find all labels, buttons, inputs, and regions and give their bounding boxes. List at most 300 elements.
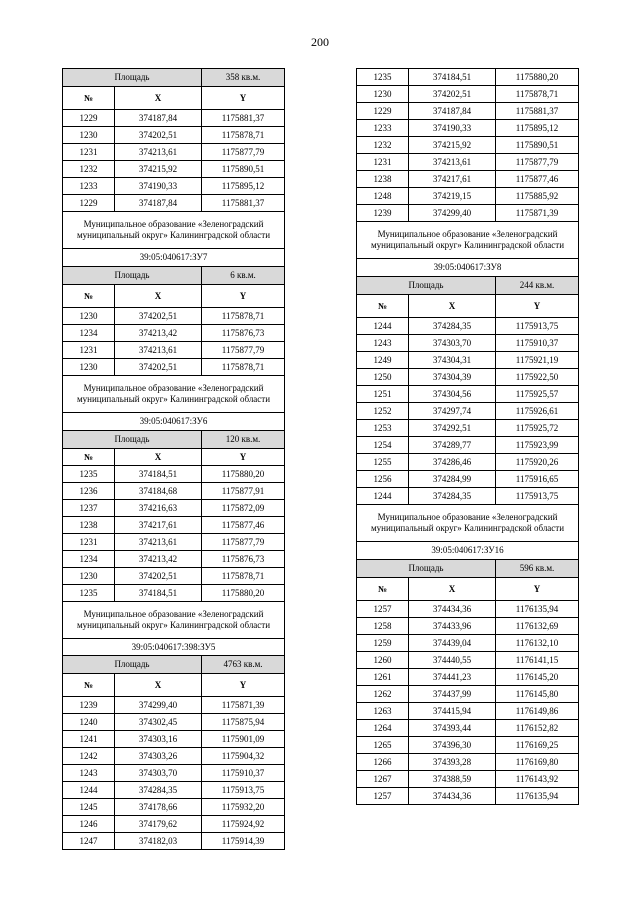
- header-num: №: [63, 285, 115, 307]
- coord-x: 374202,51: [115, 359, 202, 375]
- coord-y: 1176143,92: [496, 771, 579, 787]
- point-number: 1252: [357, 403, 409, 419]
- table-row: [357, 188, 579, 205]
- table-row: [357, 137, 579, 154]
- point-number: 1249: [357, 352, 409, 368]
- table-row: [63, 195, 285, 212]
- point-number: 1244: [63, 782, 115, 798]
- table-row: [357, 471, 579, 488]
- header-x: X: [409, 295, 496, 317]
- coord-x: 374303,70: [115, 765, 202, 781]
- coord-y: 1175885,92: [496, 188, 579, 204]
- cadastral-number: 39:05:040617:ЗУ16: [357, 542, 579, 559]
- coord-x: 374433,96: [409, 618, 496, 634]
- point-number: 1230: [63, 308, 115, 324]
- area-label: Площадь: [63, 69, 202, 86]
- rows-left-block3: [63, 466, 285, 602]
- point-number: 1243: [63, 765, 115, 781]
- cadastral-number: 39:05:040617:398:ЗУ5: [63, 639, 285, 655]
- table-row: [357, 437, 579, 454]
- coord-x: 374303,26: [115, 748, 202, 764]
- header-num: №: [63, 449, 115, 465]
- table-row: [63, 517, 285, 534]
- table-row: [63, 833, 285, 850]
- point-number: 1251: [357, 386, 409, 402]
- coord-y: 1175910,37: [202, 765, 285, 781]
- coord-x: 374439,04: [409, 635, 496, 651]
- coord-x: 374184,51: [409, 69, 496, 85]
- coord-y: 1175904,32: [202, 748, 285, 764]
- coord-x: 374434,36: [409, 601, 496, 617]
- point-number: 1229: [63, 110, 115, 126]
- coord-x: 374202,51: [409, 86, 496, 102]
- table-row: [63, 359, 285, 376]
- coord-x: 374284,35: [409, 318, 496, 334]
- coord-y: 1175878,71: [202, 359, 285, 375]
- coord-x: 374299,40: [115, 697, 202, 713]
- point-number: 1255: [357, 454, 409, 470]
- area-row: [63, 69, 285, 87]
- table-row: [63, 178, 285, 195]
- coord-x: 374292,51: [409, 420, 496, 436]
- header-num: №: [357, 578, 409, 600]
- coord-y: 1176169,80: [496, 754, 579, 770]
- table-row: [63, 161, 285, 178]
- header-x: X: [115, 285, 202, 307]
- coord-y: 1175880,20: [496, 69, 579, 85]
- coord-y: 1175913,75: [496, 318, 579, 334]
- coord-y: 1175878,71: [202, 127, 285, 143]
- column-header-row: [63, 449, 285, 466]
- point-number: 1229: [63, 195, 115, 211]
- point-number: 1257: [357, 788, 409, 804]
- municipality-name: Муниципальное образование «Зеленоградский муниципальный округ» Калининградской области: [357, 222, 579, 258]
- left-coordinates-table: [62, 68, 285, 850]
- coord-y: 1175914,39: [202, 833, 285, 849]
- table-row: [357, 205, 579, 222]
- coord-x: 374202,51: [115, 127, 202, 143]
- cadastral-row: [63, 639, 285, 656]
- table-row: [63, 466, 285, 483]
- coord-x: 374184,68: [115, 483, 202, 499]
- point-number: 1241: [63, 731, 115, 747]
- table-row: [357, 635, 579, 652]
- table-row: [357, 154, 579, 171]
- header-y: Y: [202, 285, 285, 307]
- cadastral-row: [63, 249, 285, 267]
- point-number: 1232: [357, 137, 409, 153]
- point-number: 1244: [357, 488, 409, 504]
- coord-x: 374284,35: [115, 782, 202, 798]
- header-x: X: [115, 87, 202, 109]
- header-x: X: [115, 449, 202, 465]
- coord-y: 1175921,19: [496, 352, 579, 368]
- municipality-name: Муниципальное образование «Зеленоградский муниципальный округ» Калининградской области: [63, 376, 285, 412]
- point-number: 1231: [357, 154, 409, 170]
- area-row: [63, 267, 285, 285]
- table-row: [357, 754, 579, 771]
- point-number: 1230: [63, 359, 115, 375]
- municipality-name: Муниципальное образование «Зеленоградский муниципальный округ» Калининградской области: [357, 505, 579, 541]
- coord-x: 374437,99: [409, 686, 496, 702]
- point-number: 1233: [63, 178, 115, 194]
- point-number: 1260: [357, 652, 409, 668]
- area-label: Площадь: [63, 267, 202, 284]
- point-number: 1244: [357, 318, 409, 334]
- table-row: [357, 369, 579, 386]
- coord-y: 1175880,20: [202, 466, 285, 482]
- coord-x: 374219,15: [409, 188, 496, 204]
- point-number: 1229: [357, 103, 409, 119]
- coord-y: 1176135,94: [496, 601, 579, 617]
- point-number: 1261: [357, 669, 409, 685]
- table-row: [357, 737, 579, 754]
- coord-y: 1175877,79: [202, 534, 285, 550]
- table-row: [357, 771, 579, 788]
- point-number: 1259: [357, 635, 409, 651]
- coord-x: 374434,36: [409, 788, 496, 804]
- municipality-row: [63, 602, 285, 639]
- table-row: [63, 714, 285, 731]
- point-number: 1230: [63, 127, 115, 143]
- point-number: 1263: [357, 703, 409, 719]
- coord-y: 1175877,46: [496, 171, 579, 187]
- coord-x: 374213,61: [115, 342, 202, 358]
- table-row: [63, 568, 285, 585]
- table-row: [357, 171, 579, 188]
- column-header-row: [63, 87, 285, 110]
- coord-y: 1176132,69: [496, 618, 579, 634]
- table-row: [63, 551, 285, 568]
- coord-x: 374179,62: [115, 816, 202, 832]
- table-row: [63, 127, 285, 144]
- coord-y: 1176152,82: [496, 720, 579, 736]
- coord-y: 1175920,26: [496, 454, 579, 470]
- table-row: [357, 720, 579, 737]
- table-row: [63, 325, 285, 342]
- table-row: [357, 352, 579, 369]
- header-y: Y: [202, 674, 285, 696]
- point-number: 1240: [63, 714, 115, 730]
- point-number: 1258: [357, 618, 409, 634]
- coord-x: 374303,16: [115, 731, 202, 747]
- rows-right-block2: [357, 318, 579, 505]
- coord-y: 1175877,79: [496, 154, 579, 170]
- coord-x: 374213,61: [115, 534, 202, 550]
- coord-y: 1175895,12: [202, 178, 285, 194]
- area-row: [357, 560, 579, 578]
- coord-y: 1175926,61: [496, 403, 579, 419]
- coord-y: 1175876,73: [202, 551, 285, 567]
- coord-x: 374187,84: [409, 103, 496, 119]
- coord-y: 1175890,51: [496, 137, 579, 153]
- point-number: 1235: [63, 466, 115, 482]
- coord-x: 374215,92: [409, 137, 496, 153]
- point-number: 1239: [357, 205, 409, 221]
- table-row: [357, 703, 579, 720]
- coord-x: 374213,42: [115, 325, 202, 341]
- table-row: [357, 420, 579, 437]
- point-number: 1234: [63, 551, 115, 567]
- point-number: 1250: [357, 369, 409, 385]
- coord-y: 1175878,71: [496, 86, 579, 102]
- coord-y: 1175890,51: [202, 161, 285, 177]
- coord-x: 374216,63: [115, 500, 202, 516]
- coord-y: 1175895,12: [496, 120, 579, 136]
- table-row: [357, 86, 579, 103]
- coord-y: 1175878,71: [202, 308, 285, 324]
- point-number: 1235: [63, 585, 115, 601]
- municipality-row: [357, 505, 579, 542]
- coord-y: 1175875,94: [202, 714, 285, 730]
- point-number: 1254: [357, 437, 409, 453]
- coord-x: 374388,59: [409, 771, 496, 787]
- coord-y: 1175922,50: [496, 369, 579, 385]
- header-x: X: [409, 578, 496, 600]
- point-number: 1230: [63, 568, 115, 584]
- point-number: 1253: [357, 420, 409, 436]
- coord-y: 1175872,09: [202, 500, 285, 516]
- right-coordinates-table: [356, 68, 579, 805]
- coord-y: 1176169,25: [496, 737, 579, 753]
- municipality-name: Муниципальное образование «Зеленоградский муниципальный округ» Калининградской области: [63, 212, 285, 248]
- coord-y: 1175901,09: [202, 731, 285, 747]
- area-row: [357, 277, 579, 295]
- coord-x: 374213,61: [115, 144, 202, 160]
- coord-x: 374297,74: [409, 403, 496, 419]
- point-number: 1247: [63, 833, 115, 849]
- coord-x: 374299,40: [409, 205, 496, 221]
- coord-y: 1175924,92: [202, 816, 285, 832]
- municipality-name: Муниципальное образование «Зеленоградский муниципальный округ» Калининградской области: [63, 602, 285, 638]
- table-row: [357, 335, 579, 352]
- coord-x: 374182,03: [115, 833, 202, 849]
- point-number: 1231: [63, 144, 115, 160]
- coord-x: 374393,28: [409, 754, 496, 770]
- coord-x: 374184,51: [115, 585, 202, 601]
- coord-x: 374202,51: [115, 308, 202, 324]
- page-number: 200: [311, 35, 329, 49]
- coord-y: 1175877,91: [202, 483, 285, 499]
- point-number: 1232: [63, 161, 115, 177]
- coord-y: 1175923,99: [496, 437, 579, 453]
- table-row: [357, 69, 579, 86]
- coord-y: 1175876,73: [202, 325, 285, 341]
- area-value: 6 кв.м.: [202, 267, 285, 284]
- table-row: [357, 103, 579, 120]
- table-row: [63, 765, 285, 782]
- coord-x: 374284,35: [409, 488, 496, 504]
- coord-x: 374302,45: [115, 714, 202, 730]
- area-value: 120 кв.м.: [202, 431, 285, 448]
- area-label: Площадь: [63, 431, 202, 448]
- coord-x: 374396,30: [409, 737, 496, 753]
- header-num: №: [357, 295, 409, 317]
- coord-x: 374190,33: [409, 120, 496, 136]
- table-row: [357, 318, 579, 335]
- point-number: 1256: [357, 471, 409, 487]
- coord-x: 374284,99: [409, 471, 496, 487]
- table-row: [357, 788, 579, 805]
- coord-x: 374415,94: [409, 703, 496, 719]
- point-number: 1237: [63, 500, 115, 516]
- area-value: 358 кв.м.: [202, 69, 285, 86]
- coord-y: 1175913,75: [496, 488, 579, 504]
- coord-x: 374213,42: [115, 551, 202, 567]
- coord-x: 374202,51: [115, 568, 202, 584]
- column-header-row: [63, 674, 285, 697]
- rows-left-block1: [63, 110, 285, 212]
- area-label: Площадь: [357, 560, 496, 577]
- point-number: 1238: [63, 517, 115, 533]
- coord-y: 1175910,37: [496, 335, 579, 351]
- header-x: X: [115, 674, 202, 696]
- coord-x: 374441,23: [409, 669, 496, 685]
- point-number: 1236: [63, 483, 115, 499]
- point-number: 1231: [63, 534, 115, 550]
- coord-y: 1175880,20: [202, 585, 285, 601]
- coord-x: 374304,56: [409, 386, 496, 402]
- header-num: №: [63, 674, 115, 696]
- cadastral-number: 39:05:040617:ЗУ7: [63, 249, 285, 266]
- area-value: 4763 кв.м.: [202, 656, 285, 673]
- table-row: [63, 816, 285, 833]
- coord-x: 374213,61: [409, 154, 496, 170]
- table-row: [63, 144, 285, 161]
- coord-x: 374184,51: [115, 466, 202, 482]
- coord-y: 1175877,46: [202, 517, 285, 533]
- coord-x: 374303,70: [409, 335, 496, 351]
- coord-y: 1175925,72: [496, 420, 579, 436]
- point-number: 1242: [63, 748, 115, 764]
- header-y: Y: [496, 295, 579, 317]
- coord-y: 1175871,39: [202, 697, 285, 713]
- point-number: 1238: [357, 171, 409, 187]
- header-y: Y: [202, 449, 285, 465]
- coord-x: 374217,61: [409, 171, 496, 187]
- area-row: [63, 656, 285, 674]
- area-value: 596 кв.м.: [496, 560, 579, 577]
- point-number: 1264: [357, 720, 409, 736]
- coord-x: 374190,33: [115, 178, 202, 194]
- header-y: Y: [496, 578, 579, 600]
- point-number: 1233: [357, 120, 409, 136]
- point-number: 1246: [63, 816, 115, 832]
- coord-x: 374187,84: [115, 195, 202, 211]
- coord-y: 1175871,39: [496, 205, 579, 221]
- header-y: Y: [202, 87, 285, 109]
- table-row: [357, 652, 579, 669]
- column-header-row: [357, 295, 579, 318]
- point-number: 1231: [63, 342, 115, 358]
- column-header-row: [63, 285, 285, 308]
- table-row: [357, 618, 579, 635]
- table-row: [357, 669, 579, 686]
- table-row: [63, 697, 285, 714]
- table-row: [63, 534, 285, 551]
- table-row: [63, 342, 285, 359]
- table-row: [63, 731, 285, 748]
- coord-x: 374286,46: [409, 454, 496, 470]
- coord-y: 1175877,79: [202, 144, 285, 160]
- coord-y: 1175881,37: [202, 110, 285, 126]
- table-row: [63, 110, 285, 127]
- cadastral-row: [357, 259, 579, 277]
- table-row: [357, 403, 579, 420]
- point-number: 1267: [357, 771, 409, 787]
- coord-x: 374289,77: [409, 437, 496, 453]
- table-row: [63, 782, 285, 799]
- municipality-row: [63, 212, 285, 249]
- coord-x: 374393,44: [409, 720, 496, 736]
- point-number: 1262: [357, 686, 409, 702]
- coord-x: 374304,31: [409, 352, 496, 368]
- coord-y: 1175916,65: [496, 471, 579, 487]
- coord-x: 374304,39: [409, 369, 496, 385]
- table-row: [357, 601, 579, 618]
- coord-y: 1175878,71: [202, 568, 285, 584]
- point-number: 1230: [357, 86, 409, 102]
- header-num: №: [63, 87, 115, 109]
- coord-y: 1175877,79: [202, 342, 285, 358]
- table-row: [63, 483, 285, 500]
- point-number: 1257: [357, 601, 409, 617]
- table-row: [63, 308, 285, 325]
- coord-y: 1176132,10: [496, 635, 579, 651]
- table-row: [63, 585, 285, 602]
- table-row: [63, 748, 285, 765]
- point-number: 1239: [63, 697, 115, 713]
- cadastral-number: 39:05:040617:ЗУ8: [357, 259, 579, 276]
- coord-y: 1175881,37: [202, 195, 285, 211]
- coord-y: 1176149,86: [496, 703, 579, 719]
- table-row: [357, 454, 579, 471]
- point-number: 1235: [357, 69, 409, 85]
- table-row: [357, 686, 579, 703]
- cadastral-number: 39:05:040617:ЗУ6: [63, 413, 285, 430]
- table-row: [357, 488, 579, 505]
- coord-x: 374217,61: [115, 517, 202, 533]
- area-value: 244 кв.м.: [496, 277, 579, 294]
- table-row: [357, 120, 579, 137]
- rows-right-block1: [357, 69, 579, 222]
- coord-y: 1175925,57: [496, 386, 579, 402]
- rows-left-block4: [63, 697, 285, 850]
- coord-x: 374215,92: [115, 161, 202, 177]
- area-row: [63, 431, 285, 449]
- area-label: Площадь: [63, 656, 202, 673]
- table-row: [63, 500, 285, 517]
- point-number: 1243: [357, 335, 409, 351]
- point-number: 1234: [63, 325, 115, 341]
- coord-y: 1176145,80: [496, 686, 579, 702]
- table-row: [63, 799, 285, 816]
- table-row: [357, 386, 579, 403]
- coord-y: 1175932,20: [202, 799, 285, 815]
- coord-y: 1176141,15: [496, 652, 579, 668]
- coord-x: 374440,55: [409, 652, 496, 668]
- area-label: Площадь: [357, 277, 496, 294]
- coord-y: 1176135,94: [496, 788, 579, 804]
- rows-right-block3: [357, 601, 579, 805]
- coord-x: 374187,84: [115, 110, 202, 126]
- coord-y: 1175881,37: [496, 103, 579, 119]
- cadastral-row: [63, 413, 285, 431]
- point-number: 1265: [357, 737, 409, 753]
- municipality-row: [63, 376, 285, 413]
- point-number: 1248: [357, 188, 409, 204]
- coord-x: 374178,66: [115, 799, 202, 815]
